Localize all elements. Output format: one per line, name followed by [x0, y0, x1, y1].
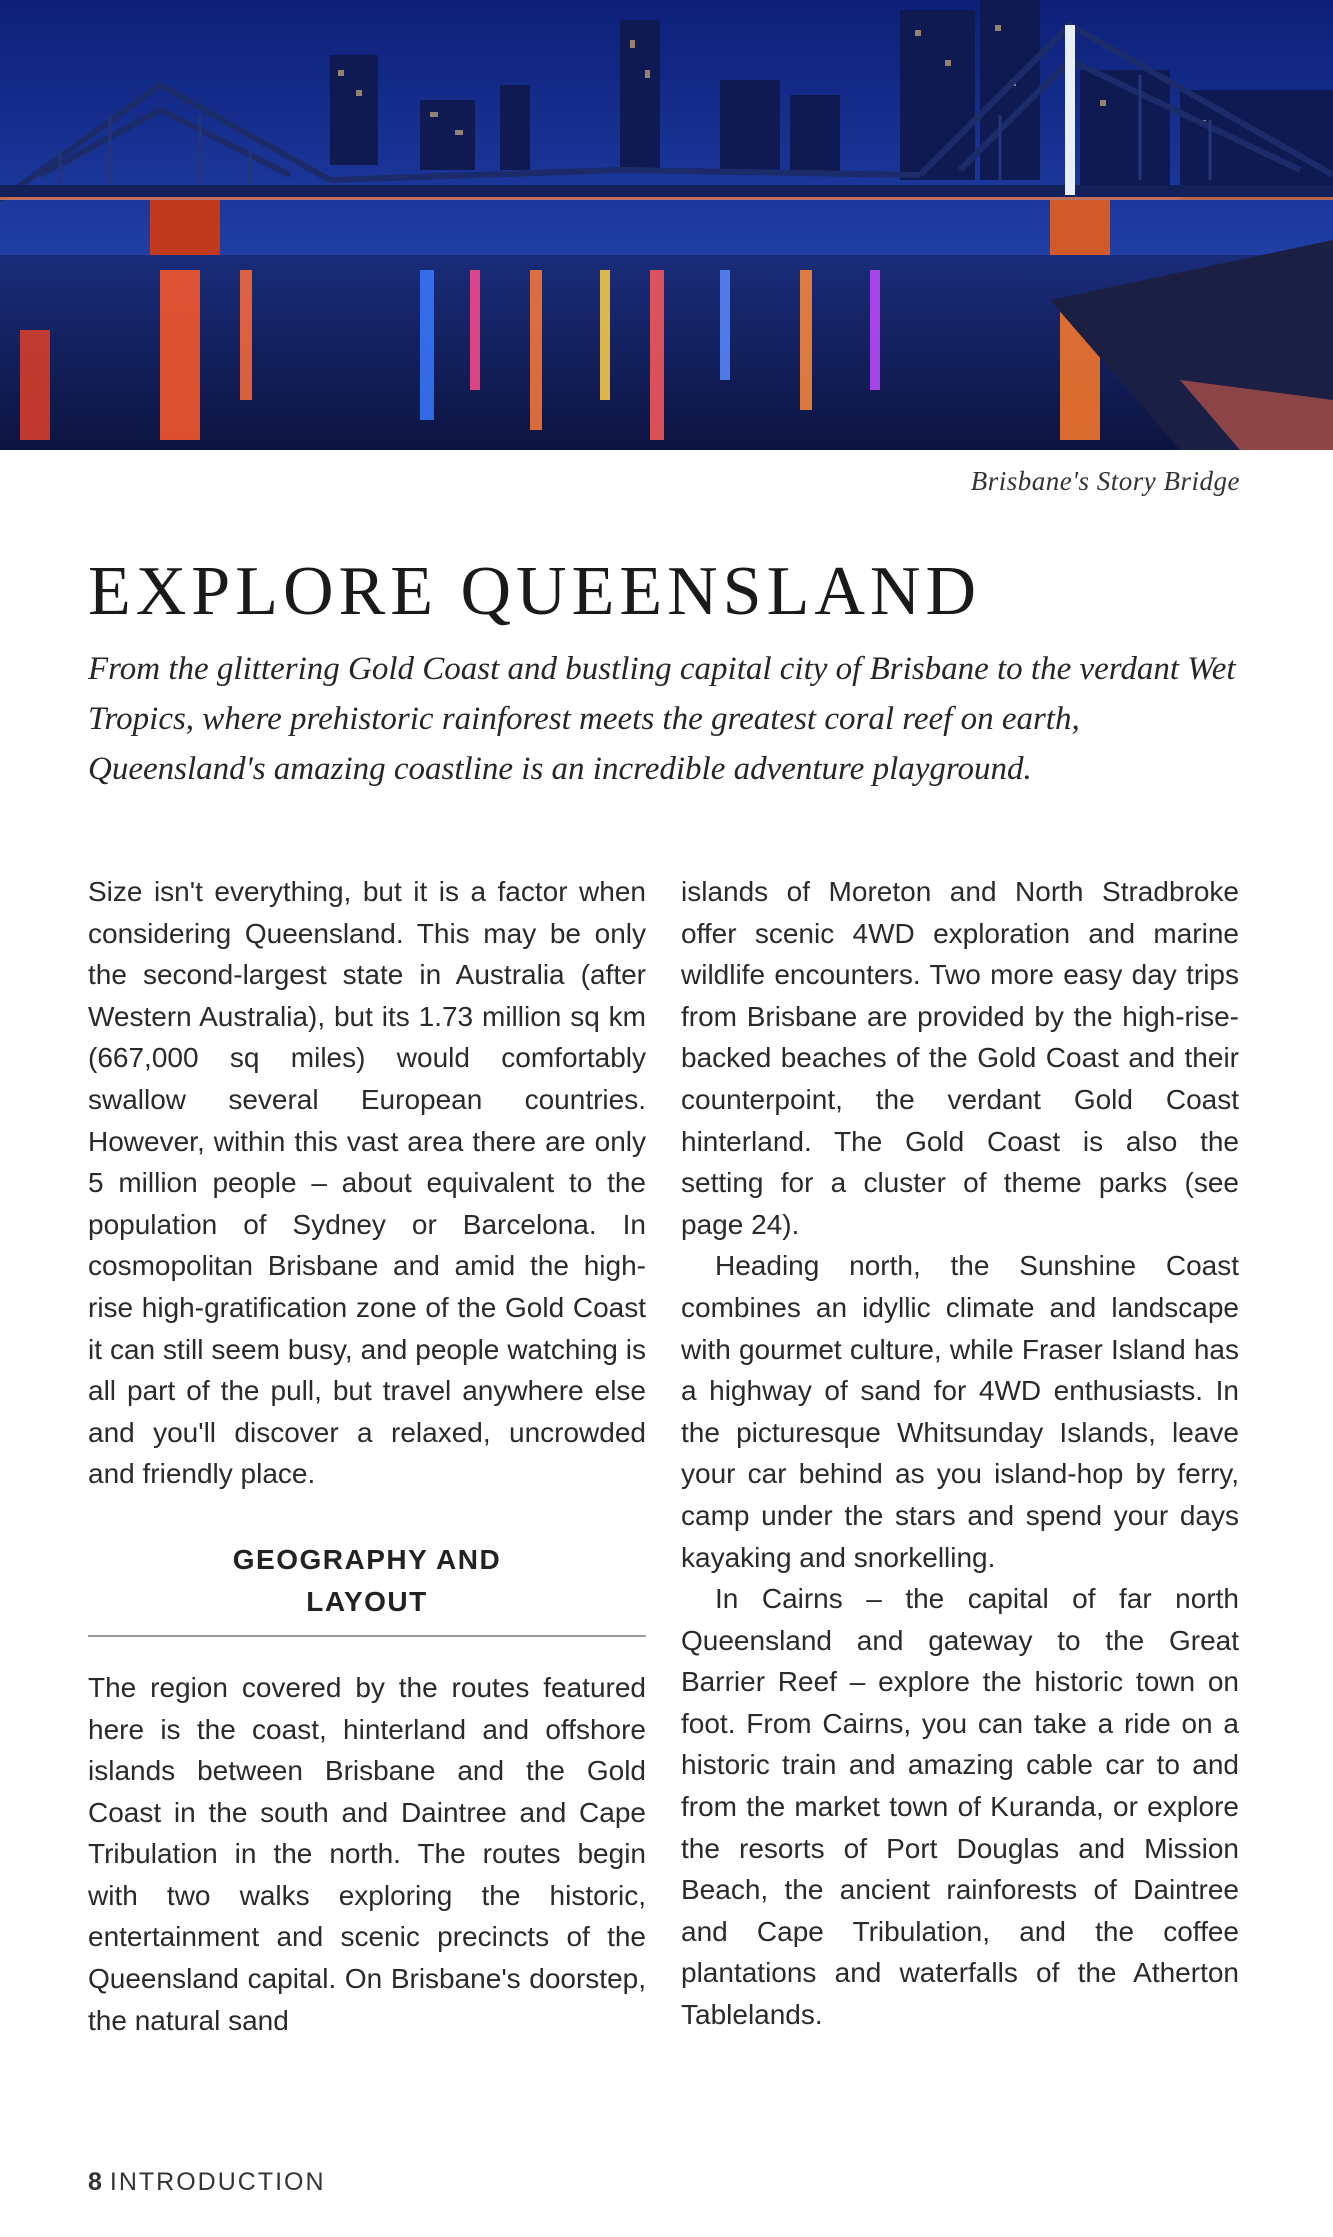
standfirst: From the glittering Gold Coast and bustling capital city of Brisbane to the verdant Wet Tropics, where prehistoric rainforest meets the greatest coral reef on earth, Queensland's amazing coastline is an incredible adventure playground.	[88, 651, 1236, 787]
hero-photo	[0, 0, 1333, 450]
body-paragraph: The region covered by the routes featured here is the coast, hinterland and offshore islands between Brisbane and the Gold Coast in the south and Daintree and Cape Tribulation in the north. The routes begin with two walks exploring the historic, entertainment and scenic precincts of the Queensland capital. On Brisbane's doorstep, the natural sand	[88, 1671, 646, 2036]
body-paragraph: Heading north, the Sunshine Coast combines an idyllic climate and landscape with gourmet culture, while Fraser Island has a highway of sand for 4WD enthusiasts. In the picturesque Whitsunday Islands, leave your car behind as you island-hop by ferry, camp under the stars and spend your days kayaking and snorkelling.	[681, 1250, 1239, 1573]
story-bridge-night-photo	[0, 0, 1333, 450]
page-title: EXPLORE QUEENSLAND	[88, 553, 982, 630]
section-heading-line: GEOGRAPHY AND	[232, 1543, 502, 1575]
right-column	[681, 871, 1239, 2036]
body-paragraph: islands of Moreton and North Stradbroke offer scenic 4WD exploration and marine wildlife encounters. Two more easy day trips from Brisbane are provided by the high-rise-backed beaches of the Gold Coast and their counterpoint, the verdant Gold Coast hinterland. The Gold Coast is also the setting for a cluster of theme parks (see page 24).	[681, 876, 1239, 1240]
section-heading	[88, 1539, 646, 1623]
heading-rule	[88, 1635, 646, 1637]
photo-caption: Brisbane's Story Bridge	[970, 466, 1240, 496]
page-footer	[88, 2168, 326, 2197]
section-heading-line: LAYOUT	[306, 1585, 428, 1617]
body-paragraph: Size isn't everything, but it is a factor when considering Queensland. This may be only the second-largest state in Australia (after Western Australia), but its 1.73 million sq km (667,000 sq miles) would comfortably swallow several European countries. However, within this vast area there are only 5 million people – about equivalent to the population of Sydney or Barcelona. In cosmopolitan Brisbane and amid the high-rise high-gratification zone of the Gold Coast it can still seem busy, and people watching is all part of the pull, but travel anywhere else and you'll discover a relaxed, uncrowded and friendly place.	[88, 876, 646, 1490]
page-number: 8	[88, 2168, 102, 2196]
section-name: INTRODUCTION	[109, 2168, 326, 2196]
body-paragraph: In Cairns – the capital of far north Queensland and gateway to the Great Barrier Reef – explore the historic town on foot. From Cairns, you can take a ride on a historic train and amazing cable car to and from the market town of Kuranda, or explore the resorts of Port Douglas and Mission Beach, the ancient rainforests of Daintree and Cape Tribulation, and the coffee plantations and waterfalls of the Atherton Tablelands.	[681, 1583, 1239, 2031]
left-column	[88, 871, 646, 2041]
